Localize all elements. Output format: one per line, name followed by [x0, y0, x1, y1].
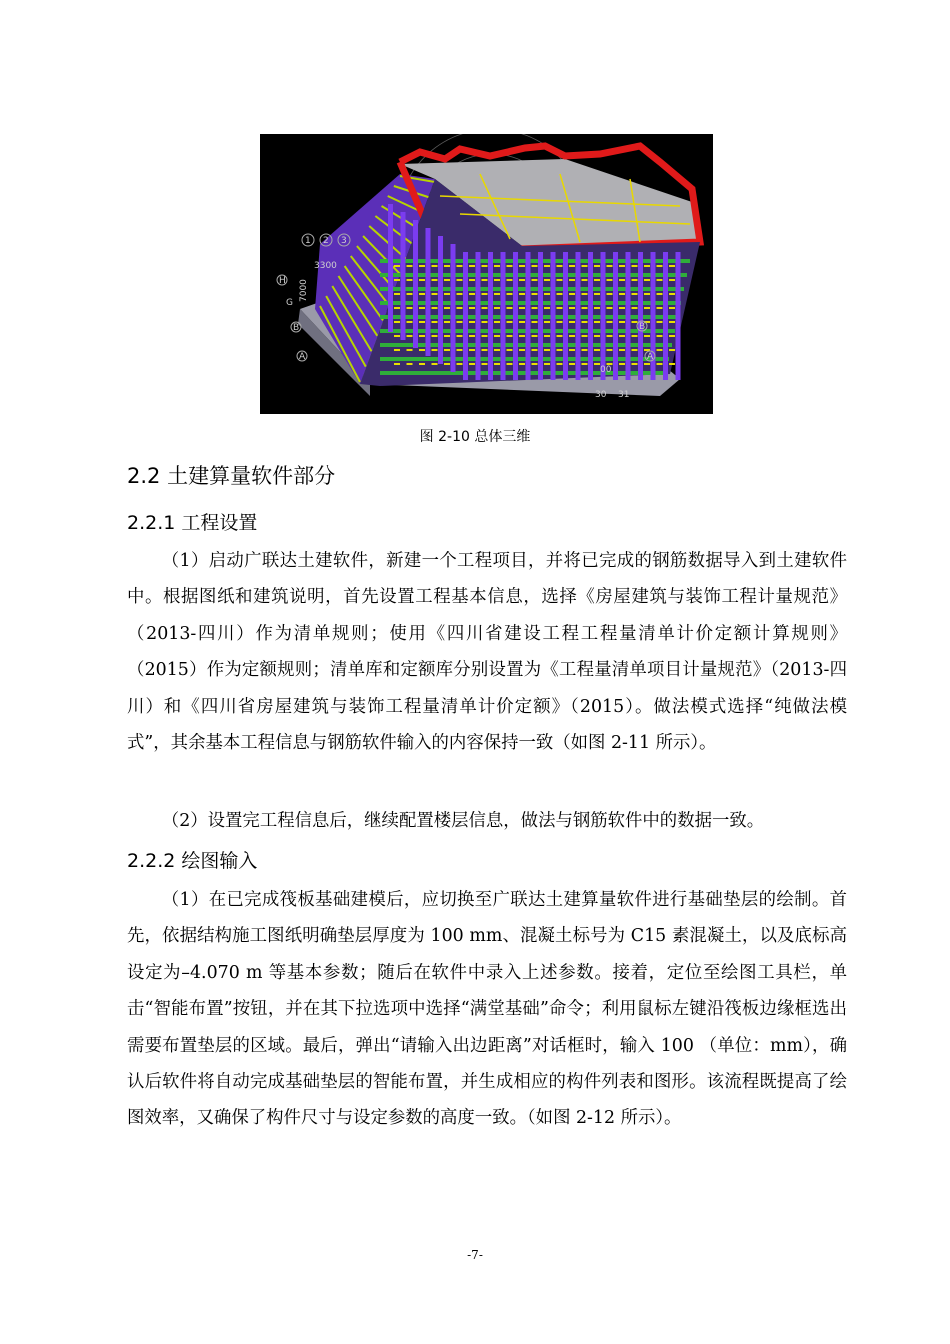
beam-mark	[519, 321, 525, 323]
beam-mark	[644, 307, 650, 309]
beam-mark	[444, 307, 450, 309]
beam-mark	[469, 307, 475, 309]
subsection-heading-1: 2.2.1 工程设置	[127, 512, 258, 534]
beam-mark	[469, 321, 475, 323]
beam-mark	[632, 335, 638, 337]
beam-mark	[494, 293, 500, 295]
beam-mark	[532, 307, 538, 309]
beam-mark	[594, 307, 600, 309]
beam-mark	[569, 307, 575, 309]
beam-mark	[407, 279, 413, 281]
beam-mark	[594, 349, 600, 351]
beam-mark	[519, 265, 525, 267]
beam-mark	[619, 307, 625, 309]
beam-mark	[582, 265, 588, 267]
beam-mark	[544, 265, 550, 267]
building-3d-render	[260, 134, 713, 414]
beam-mark	[507, 321, 513, 323]
beam-mark	[519, 293, 525, 295]
beam-mark	[457, 321, 463, 323]
beam-mark	[594, 279, 600, 281]
beam-mark	[657, 349, 663, 351]
beam-mark	[482, 265, 488, 267]
beam-mark	[532, 293, 538, 295]
column-bar	[413, 220, 418, 348]
beam-mark	[444, 363, 450, 365]
beam-mark	[457, 335, 463, 337]
beam-mark	[569, 349, 575, 351]
beam-mark	[457, 349, 463, 351]
beam-mark	[469, 279, 475, 281]
beam-mark	[557, 321, 563, 323]
beam-mark	[407, 363, 413, 365]
beam-mark	[469, 293, 475, 295]
dimension-label-right: 00	[600, 365, 612, 375]
beam-mark	[394, 335, 400, 337]
column-bar	[513, 252, 518, 380]
beam-mark	[619, 265, 625, 267]
beam-mark	[607, 321, 613, 323]
beam-mark	[582, 321, 588, 323]
beam-mark	[544, 279, 550, 281]
beam-mark	[544, 293, 550, 295]
beam-mark	[569, 293, 575, 295]
beam-mark	[569, 279, 575, 281]
beam-mark	[607, 279, 613, 281]
beam-mark	[657, 321, 663, 323]
beam-mark	[532, 265, 538, 267]
beam-mark	[632, 349, 638, 351]
beam-mark	[644, 293, 650, 295]
beam-mark	[419, 321, 425, 323]
column-bar	[538, 252, 543, 380]
beam-mark	[394, 279, 400, 281]
beam-mark	[407, 321, 413, 323]
axis-letter-g: G	[286, 298, 293, 308]
beam-mark	[432, 321, 438, 323]
beam-mark	[569, 363, 575, 365]
beam-mark	[444, 279, 450, 281]
beam-mark	[607, 265, 613, 267]
beam-mark	[432, 293, 438, 295]
beam-mark	[632, 279, 638, 281]
column-bar	[626, 252, 631, 380]
beam-mark	[619, 321, 625, 323]
beam-mark	[507, 293, 513, 295]
beam-mark	[582, 293, 588, 295]
beam-mark	[419, 335, 425, 337]
beam-mark	[519, 307, 525, 309]
beam-mark	[407, 307, 413, 309]
subsection-heading-2: 2.2.2 绘图输入	[127, 850, 258, 872]
section-heading: 2.2 土建算量软件部分	[127, 464, 336, 488]
beam-mark	[444, 335, 450, 337]
beam-mark	[632, 307, 638, 309]
beam-mark	[432, 265, 438, 267]
beam-mark	[457, 265, 463, 267]
beam-mark	[557, 279, 563, 281]
beam-mark	[594, 293, 600, 295]
axis-number-3: 3	[341, 236, 347, 246]
beam-mark	[657, 279, 663, 281]
axis-letter-a-left: A	[299, 352, 306, 362]
beam-mark	[444, 349, 450, 351]
column-bar	[463, 252, 468, 380]
beam-mark	[669, 335, 675, 337]
beam-mark	[669, 349, 675, 351]
beam-mark	[669, 265, 675, 267]
beam-mark	[557, 363, 563, 365]
beam-mark	[557, 307, 563, 309]
axis-letter-b-left: B	[293, 323, 300, 333]
column-bar	[663, 252, 668, 380]
column-bar	[401, 212, 406, 340]
beam-mark	[582, 335, 588, 337]
beam-mark	[557, 293, 563, 295]
axis-number-31: 31	[618, 390, 630, 400]
beam-mark	[482, 293, 488, 295]
beam-mark	[482, 279, 488, 281]
beam-mark	[507, 265, 513, 267]
beam-mark	[582, 363, 588, 365]
beam-mark	[457, 293, 463, 295]
beam-mark	[457, 279, 463, 281]
beam-mark	[632, 321, 638, 323]
floor-band	[380, 371, 666, 375]
beam-mark	[494, 349, 500, 351]
beam-mark	[407, 293, 413, 295]
beam-mark	[519, 335, 525, 337]
beam-mark	[419, 363, 425, 365]
beam-mark	[394, 349, 400, 351]
paragraph-2: （2）设置完工程信息后，继续配置楼层信息，做法与钢筋软件中的数据一致。	[161, 811, 765, 831]
beam-mark	[494, 307, 500, 309]
beam-mark	[469, 335, 475, 337]
beam-mark	[544, 321, 550, 323]
column-bar	[601, 252, 606, 380]
beam-mark	[644, 363, 650, 365]
beam-mark	[494, 279, 500, 281]
beam-mark	[594, 335, 600, 337]
column-bar	[488, 252, 493, 380]
beam-mark	[669, 321, 675, 323]
beam-mark	[482, 349, 488, 351]
beam-mark	[482, 307, 488, 309]
beam-mark	[544, 363, 550, 365]
beam-mark	[619, 363, 625, 365]
beam-mark	[619, 279, 625, 281]
beam-mark	[657, 307, 663, 309]
column-bar	[638, 252, 646, 380]
beam-mark	[619, 293, 625, 295]
beam-mark	[394, 307, 400, 309]
beam-mark	[557, 349, 563, 351]
figure-caption: 图 2-10 总体三维	[419, 429, 531, 445]
column-bar	[576, 252, 581, 380]
beam-mark	[432, 349, 438, 351]
paragraph-1: （1）启动广联达土建软件，新建一个工程项目，并将已完成的钢筋数据导入到土建软件中。根据图纸和建筑说明，首先设置工程基本信息，选择《房屋建筑与装饰工程计量规范》（2013-四川）作为清单规则；使用《四川省建设工程工程量清单计价定额计算规则》（2015）作为定额规则；清单库和定额库分别设置为《工程量清单项目计量规范》（2013-四川）和《四川省房屋建筑与装饰工程量清单计价定额》（2015）。做法模式选择“纯做法模式”，其余基本工程信息与钢筋软件输入的内容保持一致（如图 2-11 所示）。	[127, 551, 847, 754]
beam-mark	[544, 307, 550, 309]
beam-mark	[607, 307, 613, 309]
beam-mark	[607, 293, 613, 295]
beam-mark	[507, 307, 513, 309]
beam-mark	[519, 349, 525, 351]
beam-mark	[669, 293, 675, 295]
beam-mark	[419, 349, 425, 351]
beam-mark	[632, 265, 638, 267]
beam-mark	[444, 321, 450, 323]
column-bar	[526, 252, 531, 380]
beam-mark	[532, 363, 538, 365]
axis-number-2: 2	[323, 236, 329, 246]
beam-mark	[432, 363, 438, 365]
beam-mark	[494, 335, 500, 337]
beam-mark	[582, 349, 588, 351]
beam-mark	[507, 335, 513, 337]
column-bar	[451, 244, 456, 372]
beam-mark	[394, 265, 400, 267]
beam-mark	[569, 321, 575, 323]
beam-mark	[519, 363, 525, 365]
beam-mark	[582, 307, 588, 309]
beam-mark	[607, 335, 613, 337]
page-number: -7-	[467, 1248, 483, 1262]
beam-mark	[482, 335, 488, 337]
beam-mark	[494, 265, 500, 267]
beam-mark	[657, 293, 663, 295]
beam-mark	[532, 335, 538, 337]
beam-mark	[469, 363, 475, 365]
beam-mark	[507, 349, 513, 351]
beam-mark	[407, 265, 413, 267]
axis-number-30: 30	[595, 390, 607, 400]
beam-mark	[457, 363, 463, 365]
column-bar	[613, 252, 618, 380]
beam-mark	[644, 335, 650, 337]
column-bar	[676, 252, 681, 380]
beam-mark	[482, 363, 488, 365]
beam-mark	[582, 279, 588, 281]
beam-mark	[419, 293, 425, 295]
beam-mark	[669, 363, 675, 365]
beam-mark	[594, 265, 600, 267]
beam-mark	[669, 279, 675, 281]
beam-mark	[657, 265, 663, 267]
column-bar	[501, 252, 506, 380]
beam-mark	[394, 363, 400, 365]
beam-mark	[394, 293, 400, 295]
beam-mark	[632, 293, 638, 295]
beam-mark	[407, 349, 413, 351]
column-bar	[563, 252, 568, 380]
beam-mark	[607, 349, 613, 351]
beam-mark	[569, 335, 575, 337]
column-bar	[426, 228, 431, 356]
beam-mark	[407, 335, 413, 337]
beam-mark	[394, 321, 400, 323]
beam-mark	[432, 335, 438, 337]
beam-mark	[657, 363, 663, 365]
beam-mark	[619, 335, 625, 337]
beam-mark	[532, 321, 538, 323]
beam-mark	[519, 279, 525, 281]
beam-mark	[557, 265, 563, 267]
column-bar	[388, 204, 393, 332]
beam-mark	[532, 279, 538, 281]
beam-mark	[507, 363, 513, 365]
beam-mark	[469, 265, 475, 267]
axis-letter-b-right: B	[639, 322, 646, 332]
beam-mark	[632, 363, 638, 365]
beam-mark	[469, 349, 475, 351]
beam-mark	[457, 307, 463, 309]
beam-mark	[494, 321, 500, 323]
beam-mark	[544, 349, 550, 351]
beam-mark	[482, 321, 488, 323]
beam-mark	[557, 335, 563, 337]
building-3d-figure	[260, 134, 713, 414]
beam-mark	[532, 349, 538, 351]
beam-mark	[444, 265, 450, 267]
column-bar	[551, 252, 556, 380]
column-bar	[588, 252, 593, 380]
beam-mark	[432, 307, 438, 309]
beam-mark	[419, 307, 425, 309]
beam-mark	[619, 349, 625, 351]
beam-mark	[657, 335, 663, 337]
beam-mark	[644, 279, 650, 281]
column-bar	[438, 236, 443, 364]
column-bar	[476, 252, 481, 380]
axis-number-1: 1	[305, 236, 311, 246]
paragraph-3: （1）在已完成筏板基础建模后，应切换至广联达土建算量软件进行基础垫层的绘制。首先，依据结构施工图纸明确垫层厚度为 100 mm、混凝土标号为 C15 素混凝土，以及底标高设定为–4.070 m 等基本参数；随后在软件中录入上述参数。接着，定位至绘图工具栏，单击“智能布置”按钮，并在其下拉选项中选择“满堂基础”命令；利用鼠标左键沿筏板边缘框选出需要布置垫层的区域。最后，弹出“请输入出边距离”对话框时，输入 100 （单位：mm），确认后软件将自动完成基础垫层的智能布置，并生成相应的构件列表和图形。该流程既提高了绘图效率，又确保了构件尺寸与设定参数的高度一致。（如图 2-12 所示）。	[127, 890, 847, 1129]
beam-mark	[644, 265, 650, 267]
beam-mark	[507, 279, 513, 281]
beam-mark	[594, 321, 600, 323]
beam-mark	[669, 307, 675, 309]
axis-letter-a-right: A	[647, 352, 654, 362]
beam-mark	[494, 363, 500, 365]
beam-mark	[432, 279, 438, 281]
beam-mark	[569, 265, 575, 267]
axis-letter-h: H	[279, 276, 286, 286]
beam-mark	[419, 265, 425, 267]
vertical-dimension-label: 7000	[299, 279, 309, 302]
beam-mark	[444, 293, 450, 295]
dimension-label-left: 3300	[314, 261, 337, 271]
beam-mark	[419, 279, 425, 281]
beam-mark	[544, 335, 550, 337]
